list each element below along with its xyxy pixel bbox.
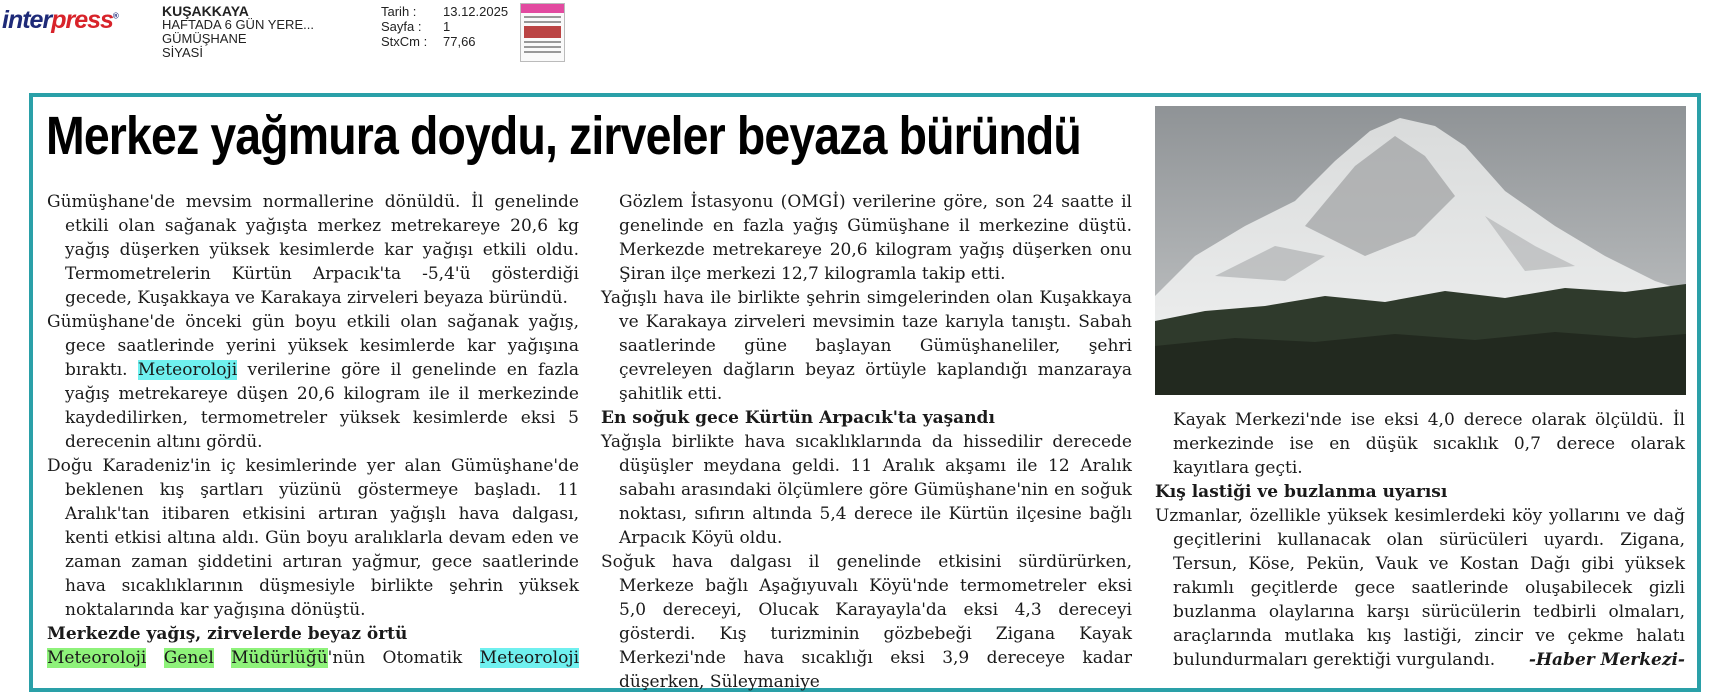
snowy-mountain-photo <box>1155 106 1686 395</box>
clip-metadata: Tarih : 13.12.2025 Sayfa : 1 StxCm : 77,66 <box>381 4 509 49</box>
article-column-2 <box>601 190 1132 694</box>
highlight: Meteoroloji <box>47 648 147 668</box>
article-column-1 <box>47 190 579 670</box>
paragraph: Kayak Merkezi'nde ise eksi 4,0 derece olarak ölçüldü. İl merkezinde ise en düşük sıcaklık 0,7 derece olarak kayıtlara geçti. <box>1173 410 1685 478</box>
paragraph: Gümüşhane'de önceki gün boyu etkili olan sağanak yağış, gece saatlerinde yerini yüksek kesimlerde kar yağışına bıraktı. Meteoroloji verilerine göre il genelinde en fazla yağış metrekareye düşen 20,6 kilogram ile il merkezinde kaydedilirken, termometreler yüksek kesimlerde eksi 5 derecenin altını gördü. <box>47 312 579 452</box>
publication-info <box>162 4 314 60</box>
highlight: Meteoroloji <box>479 648 580 668</box>
article-column-3 <box>1155 408 1685 672</box>
paragraph: Uzmanlar, özellikle yüksek kesimlerdeki köy yollarını ve dağ geçitlerini kullanacak olan sürücüleri uyardı. Zigana, Tersun, Köse, Pekün, Vauk ve Kostan Dağı gibi yüksek rakımlı geçitlerde gece saatlerinde oluşabilecek gizli buzlanma olaylarına karşı sürücülerin tedbirli olmaları, araçlarında mutlaka kış lastiği, zincir ve çekme halatı bulundurmaları gerektiği vurgulandı. -Haber Merkezi- <box>1155 506 1685 670</box>
subheading: Kış lastiği ve buzlanma uyarısı <box>1155 482 1448 502</box>
page-value: 1 <box>443 19 451 34</box>
size-value: 77,66 <box>443 34 476 49</box>
subheading: Merkezde yağış, zirvelerde beyaz örtü <box>47 624 408 644</box>
article-headline: Merkez yağmura doydu, zirveler beyaza büründü <box>46 106 1081 166</box>
paragraph: Soğuk hava dalgası il genelinde etkisini sürdürürken, Merkeze bağlı Aşağıyuvalı Köyü'nde termometreler eksi 5,0 dereceyi, Olucak Karayayla'da eksi 4,3 dereceyi gösterdi. Kış turizminin gözbebeği Zigana Kayak Merkezi'nde hava sıcaklığı eksi 3,9 dereceye kadar düşerken, Süleymaniye <box>601 552 1132 692</box>
date-value: 13.12.2025 <box>443 4 509 19</box>
paragraph: Meteoroloji Genel Müdürlüğü'nün Otomatik Meteoroloji <box>47 648 580 668</box>
interpress-logo: interpress® <box>2 6 118 34</box>
publication-name: KUŞAKKAYA <box>162 3 249 19</box>
paragraph: Doğu Karadeniz'in iç kesimlerinde yer alan Gümüşhane'de beklenen kış şartları yüzünü göstermeye başladı. 11 Aralık'tan itibaren etkisini artıran yağışlı hava dalgası, kenti etkisi altına aldı. Gün boyu aralıklarla devam eden ve zaman zaman şiddetini artıran yağmur, gece saatlerinde hava sıcaklıklarının düşmesiyle birlikte şehrin yüksek noktalarında kar yağışına dönüştü. <box>47 456 579 620</box>
highlight: Meteoroloji <box>137 360 238 380</box>
paragraph: Yağışla birlikte hava sıcaklıklarında da hissedilir derecede düşüşler meydana geldi. 11 Aralık akşamı ile 12 Aralık sabahı arasındaki ölçümlere göre Gümüşhane'nin en soğuk noktası, sıfırın altında 5,4 derece ile Kürtün ilçesine bağlı Arpacık Köyü oldu. <box>601 432 1132 548</box>
publication-city: GÜMÜŞHANE <box>162 31 247 46</box>
paragraph: Gümüşhane'de mevsim normallerine dönüldü. İl genelinde etkili olan sağanak yağışta merkez metrekareye 20,6 kg yağış düşerken yüksek kesimlerde kar yağışı etkili oldu. Termometrelerin Kürtün Arpacık'ta -5,4'ü gösterdiği gecede, Kuşakkaya ve Karakaya zirveleri beyaza büründü. <box>47 192 579 308</box>
page-thumbnail[interactable] <box>520 3 565 62</box>
highlight: Genel <box>163 648 214 668</box>
publication-frequency: HAFTADA 6 GÜN YERE... <box>162 17 314 32</box>
subheading: En soğuk gece Kürtün Arpacık'ta yaşandı <box>601 408 995 428</box>
byline: -Haber Merkezi- <box>1528 650 1685 670</box>
paragraph: Yağışlı hava ile birlikte şehrin simgelerinden olan Kuşakkaya ve Karakaya zirveleri mevsimin taze karıyla tanıştı. Sabah saatlerinde güne başlayan Gümüşhaneliler, şehri çevreleyen dağların beyaz örtüyle kaplandığı manzaraya şahitlik etti. <box>601 288 1132 404</box>
highlight: Müdürlüğü <box>231 648 328 668</box>
paragraph: Gözlem İstasyonu (OMGİ) verilerine göre, son 24 saatte il genelinde en fazla yağış Gümüşhane il merkezine düştü. Merkezde metrekareye 20,6 kilogram yağış düşerken onu Şiran ilçe merkezi 12,7 kilogramla takip etti. <box>619 192 1132 284</box>
publication-category: SİYASİ <box>162 45 203 60</box>
